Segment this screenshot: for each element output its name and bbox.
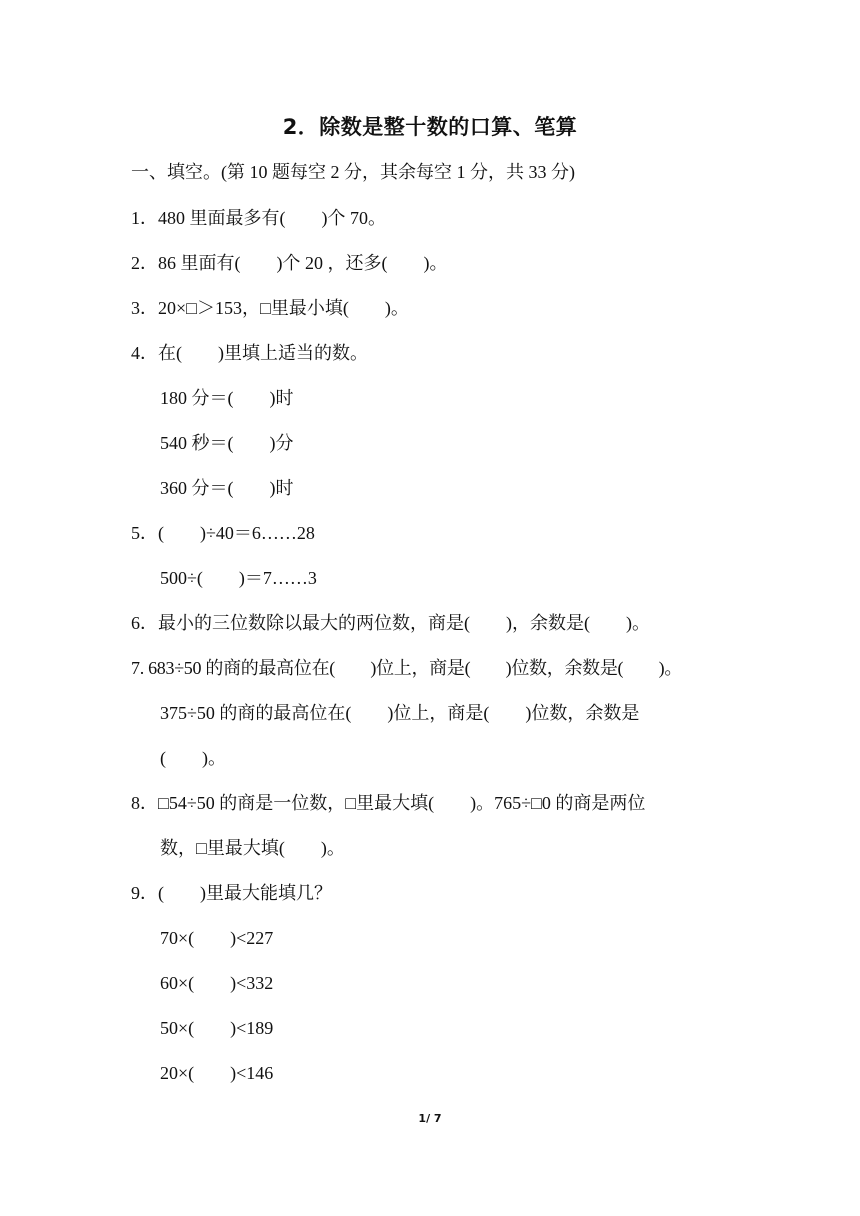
question-7-item-2: 375÷50 的商的最高位在( )位上，商是( )位数，余数是 xyxy=(160,703,640,723)
question-4-item-1: 180 分＝( )时 xyxy=(160,388,294,408)
question-9-item-4: 20×( )<146 xyxy=(160,1063,274,1083)
page-title: 2．除数是整十数的口算、笔算 xyxy=(282,115,578,139)
question-4: 4．在( )里填上适当的数。 xyxy=(131,343,368,363)
question-1: 1．480 里面最多有( )个 70。 xyxy=(131,208,386,228)
question-5-item-2: 500÷( )＝7……3 xyxy=(160,568,317,588)
question-3: 3．20×□＞153，□里最小填( )。 xyxy=(131,298,409,318)
page-number: 1/ 7 xyxy=(418,1112,442,1125)
question-7-item-2-cont: ( )。 xyxy=(160,748,226,768)
question-4-item-2: 540 秒＝( )分 xyxy=(160,433,294,453)
question-7: 7. 683÷50 的商的最高位在( )位上，商是( )位数，余数是( )。 xyxy=(131,658,683,678)
section-heading: 一、填空。(第 10 题每空 2 分，其余每空 1 分，共 33 分) xyxy=(131,162,575,182)
question-6: 6．最小的三位数除以最大的两位数，商是( )，余数是( )。 xyxy=(131,613,650,633)
question-8: 8．□54÷50 的商是一位数，□里最大填( )。765÷□0 的商是两位 xyxy=(131,793,646,813)
question-2: 2．86 里面有( )个 20 ，还多( )。 xyxy=(131,253,448,273)
question-9-item-3: 50×( )<189 xyxy=(160,1018,274,1038)
question-4-item-3: 360 分＝( )时 xyxy=(160,478,294,498)
question-9-item-1: 70×( )<227 xyxy=(160,928,274,948)
question-9-item-2: 60×( )<332 xyxy=(160,973,274,993)
question-9: 9．( )里最大能填几？ xyxy=(131,883,332,903)
question-8-cont: 数，□里最大填( )。 xyxy=(160,838,345,858)
question-5: 5．( )÷40＝6……28 xyxy=(131,523,315,543)
